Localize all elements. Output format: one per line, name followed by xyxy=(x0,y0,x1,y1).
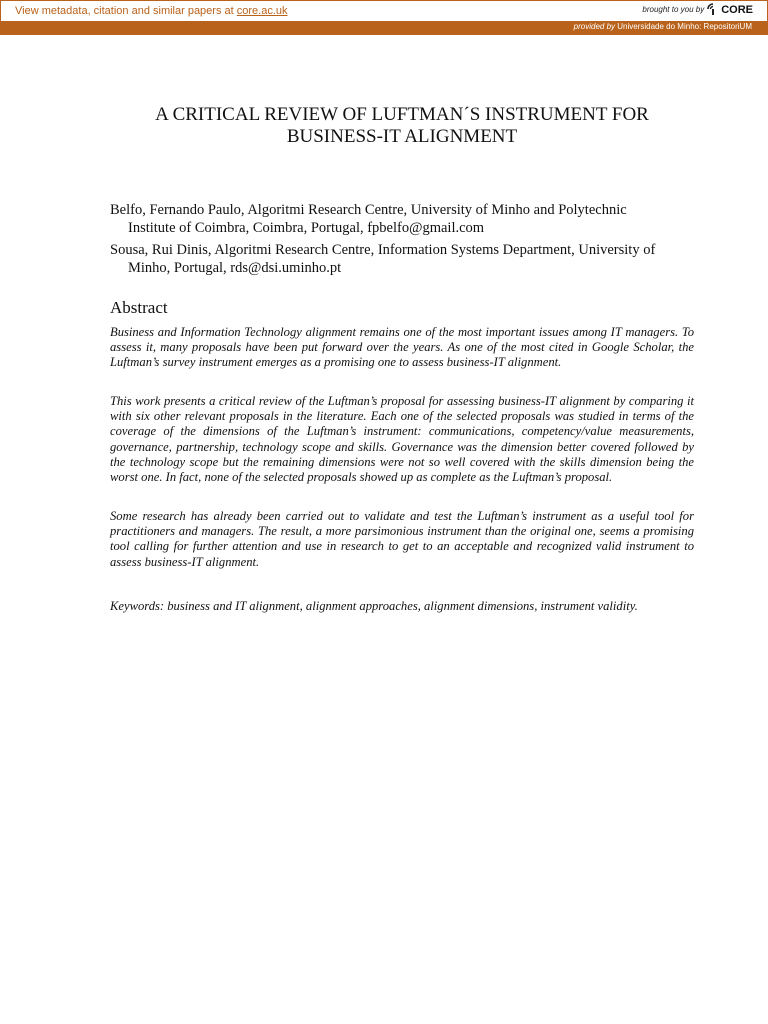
author-line-2: Institute of Coimbra, Coimbra, Portugal, fpbelfo@gmail.com xyxy=(128,220,485,236)
provided-by-source[interactable]: Universidade do Minho: RepositoriUM xyxy=(617,22,752,31)
abstract-paragraph: Some research has already been carried out to validate and test the Luftman’s instrument as a useful tool for practitioners and managers. The result, a more parsimonious instrument than the original one, seems a promising tool calling for further attention and use in research to get to an acceptable and recognized valid instrument to assess business-IT alignment. xyxy=(110,509,694,569)
provided-by-text xyxy=(574,22,752,31)
author-line-1: Belfo, Fernando Paulo, Algoritmi Research Centre, University of Minho and Polytechnic xyxy=(110,202,627,218)
author-entry xyxy=(110,201,700,237)
author-line-1: Sousa, Rui Dinis, Algoritmi Research Centre, Information Systems Department, University of xyxy=(110,242,656,258)
provided-by-bar xyxy=(0,21,768,35)
keywords: Keywords: business and IT alignment, alignment approaches, alignment dimensions, instrument validity. xyxy=(110,599,638,613)
author-line-2: Minho, Portugal, rds@dsi.uminho.pt xyxy=(128,260,342,276)
core-logo-icon xyxy=(707,3,719,16)
provided-by-label: provided by xyxy=(573,22,616,31)
abstract-paragraph: Business and Information Technology alignment remains one of the most important issues among IT managers. To assess it, many proposals have been put forward over the years. As one of the most cited in Google Scholar, the Luftman’s survey instrument emerges as a promising one to assess business-IT alignment. xyxy=(110,325,694,370)
paper-title-line-1: A CRITICAL REVIEW OF LUFTMAN´S INSTRUMENT FOR xyxy=(155,104,649,125)
brought-to-you-text: brought to you by xyxy=(642,5,705,14)
view-metadata-label: View metadata, citation and similar papers at xyxy=(15,5,237,17)
paper-title-line-2: BUSINESS-IT ALIGNMENT xyxy=(286,126,518,147)
abstract-paragraph: This work presents a critical review of the Luftman’s proposal for assessing business-IT alignment by comparing it with six other relevant proposals in the literature. Each one of the selected proposals was studied in terms of the coverage of the dimensions of the Luftman’s instrument: communications, competency/value measurements, governance, partnership, technology scope and skills. Governance was the dimension better covered followed by the technology scope but the remaining dimensions were not so well covered with the skills dimension being the worst one. In fact, none of the selected proposals showed up as complete as the Luftman’s proposal. xyxy=(110,394,694,485)
core-brand[interactable] xyxy=(642,3,753,16)
author-entry xyxy=(110,241,700,277)
abstract-heading: Abstract xyxy=(110,298,168,317)
core-link[interactable]: core.ac.uk xyxy=(236,5,288,17)
core-logo-text: CORE xyxy=(721,3,753,16)
paper-title xyxy=(80,104,724,148)
view-metadata-text xyxy=(15,5,288,17)
core-banner xyxy=(0,0,768,36)
core-banner-top xyxy=(0,0,768,21)
